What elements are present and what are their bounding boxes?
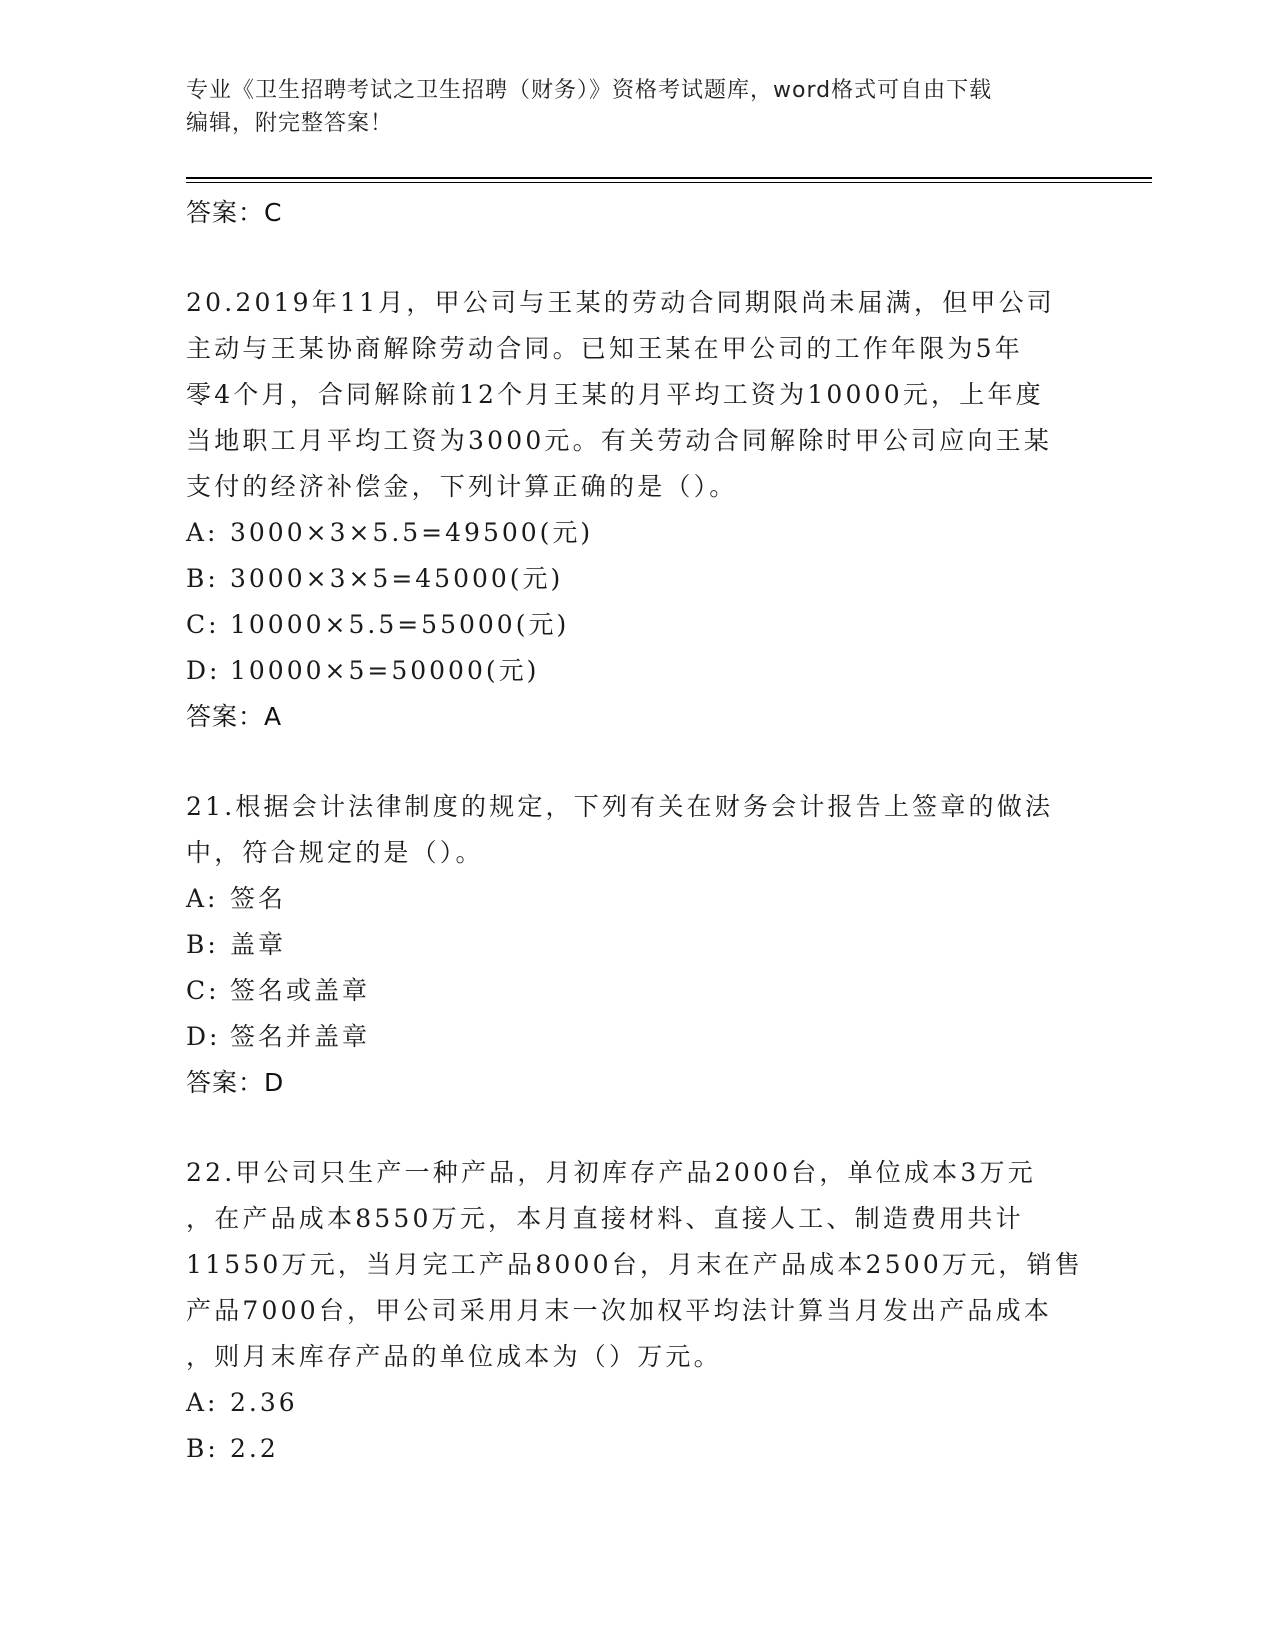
option-b <box>186 556 1086 602</box>
header-line-2: 编辑，附完整答案！ <box>186 111 394 136</box>
question-line: 支付的经济补偿金，下列计算正确的是（）。 <box>186 472 738 501</box>
option-text: 10000×5=50000(元) <box>230 656 540 685</box>
spacer <box>186 740 1086 784</box>
option-b <box>186 1426 1086 1472</box>
option-text: 盖章 <box>230 930 287 959</box>
option-letter: B: <box>186 930 219 959</box>
question-21 <box>186 784 1086 1106</box>
question-line: 零4个月，合同解除前12个月王某的月平均工资为10000元，上年度 <box>186 380 1044 409</box>
answer-20: 答案：A <box>186 702 283 731</box>
option-letter: B: <box>186 564 219 593</box>
option-text: 2.36 <box>230 1388 298 1417</box>
option-text: 2.2 <box>230 1434 279 1463</box>
option-text: 3000×3×5.5=49500(元) <box>230 518 594 547</box>
question-line: 20.2019年11月，甲公司与王某的劳动合同期限尚未届满，但甲公司 <box>186 288 1055 317</box>
answer-previous: 答案：C <box>186 198 283 227</box>
option-c <box>186 968 1086 1014</box>
question-line: 中，符合规定的是（）。 <box>186 838 484 867</box>
option-letter: D: <box>186 1022 221 1051</box>
option-d <box>186 648 1086 694</box>
option-text: 签名或盖章 <box>230 976 371 1005</box>
option-a <box>186 510 1086 556</box>
question-line: 主动与王某协商解除劳动合同。已知王某在甲公司的工作年限为5年 <box>186 334 1023 363</box>
document-body <box>186 190 1086 1472</box>
option-letter: A: <box>186 884 219 913</box>
option-b <box>186 922 1086 968</box>
question-line: 21.根据会计法律制度的规定，下列有关在财务会计报告上签章的做法 <box>186 792 1054 821</box>
option-c <box>186 602 1086 648</box>
option-letter: D: <box>186 656 221 685</box>
question-line: 11550万元，当月完工产品8000台，月末在产品成本2500万元，销售 <box>186 1250 1083 1279</box>
page-header <box>186 74 1066 140</box>
option-text: 签名 <box>230 884 287 913</box>
header-divider-thin <box>186 182 1152 183</box>
option-text: 3000×3×5=45000(元) <box>230 564 564 593</box>
question-20 <box>186 280 1086 740</box>
option-text: 10000×5.5=55000(元) <box>230 610 570 639</box>
question-line: ，在产品成本8550万元，本月直接材料、直接人工、制造费用共计 <box>186 1204 1024 1233</box>
question-line: 当地职工月平均工资为3000元。有关劳动合同解除时甲公司应向王某 <box>186 426 1053 455</box>
question-22 <box>186 1150 1086 1472</box>
question-line: 22.甲公司只生产一种产品，月初库存产品2000台，单位成本3万元 <box>186 1158 1036 1187</box>
option-letter: A: <box>186 1388 219 1417</box>
option-letter: B: <box>186 1434 219 1463</box>
spacer <box>186 236 1086 280</box>
question-line: 产品7000台，甲公司采用月末一次加权平均法计算当月发出产品成本 <box>186 1296 1053 1325</box>
header-divider-thick <box>186 177 1152 179</box>
option-letter: C: <box>186 976 220 1005</box>
answer-21: 答案：D <box>186 1068 285 1097</box>
option-letter: C: <box>186 610 220 639</box>
spacer <box>186 1106 1086 1150</box>
question-line: ，则月末库存产品的单位成本为（）万元。 <box>186 1342 722 1371</box>
option-d <box>186 1014 1086 1060</box>
option-a <box>186 1380 1086 1426</box>
option-letter: A: <box>186 518 219 547</box>
option-text: 签名并盖章 <box>230 1022 371 1051</box>
header-line-1: 专业《卫生招聘考试之卫生招聘（财务）》资格考试题库，word格式可自由下载 <box>186 78 993 103</box>
option-a <box>186 876 1086 922</box>
